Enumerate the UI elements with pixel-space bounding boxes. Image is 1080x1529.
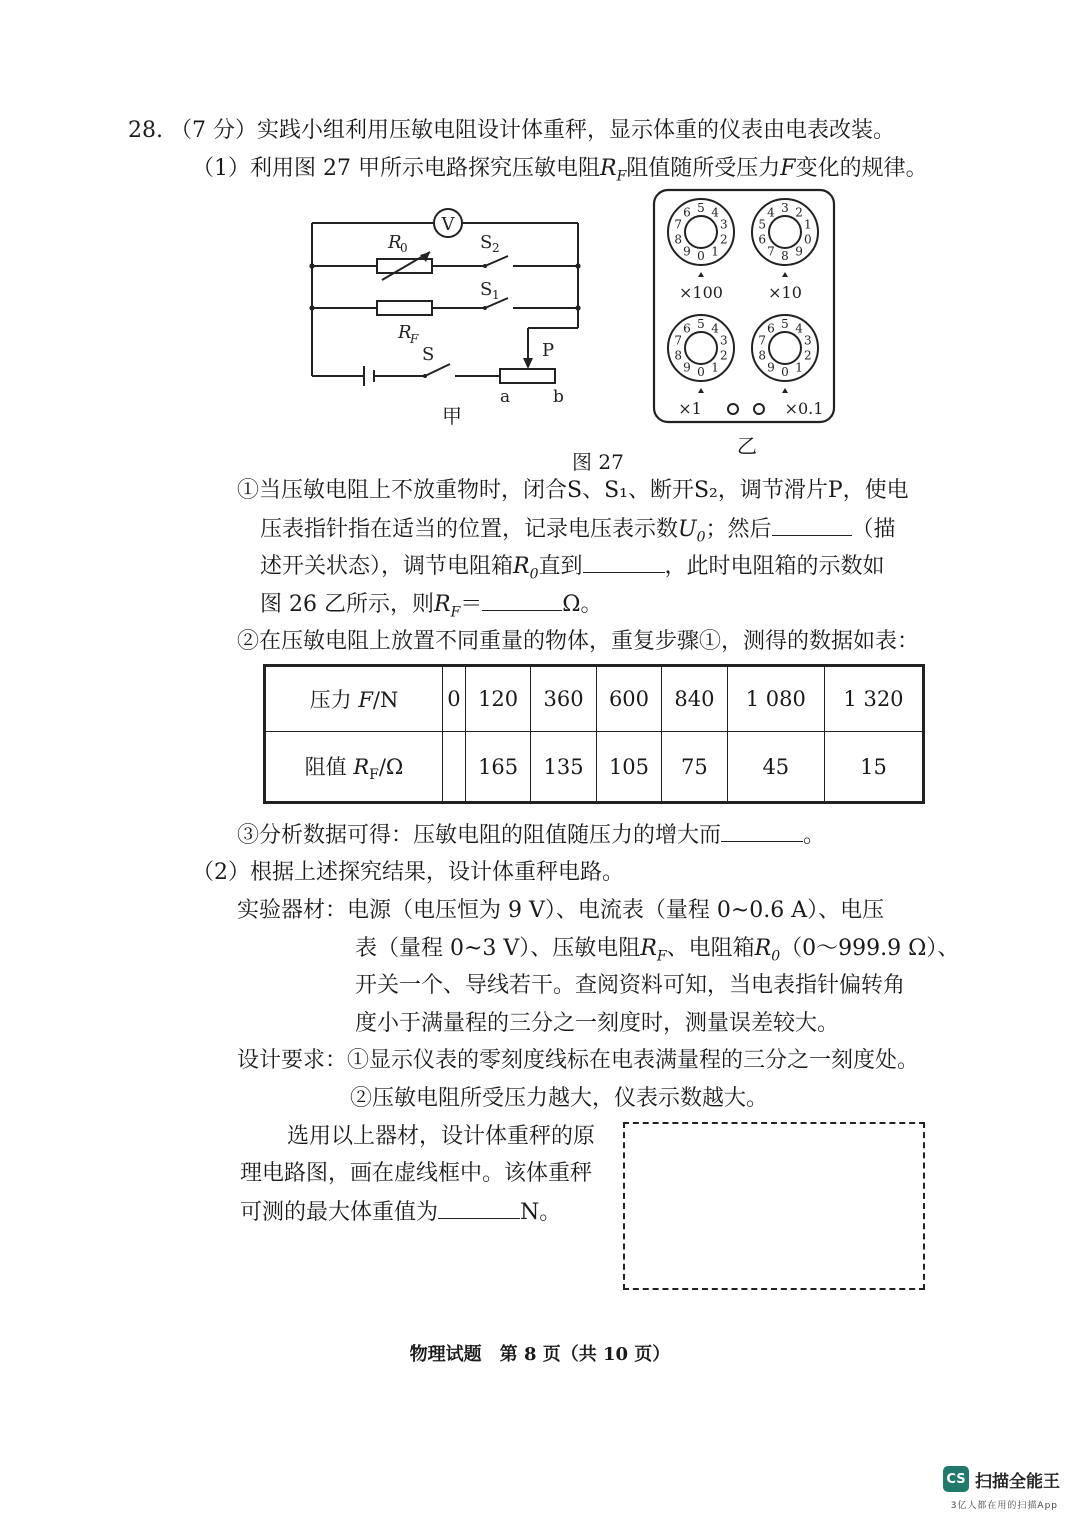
table-head-force: 压力 F/N — [265, 666, 443, 732]
u0-symbol: $U_0$ — [678, 517, 706, 546]
dial-digit: 6 — [758, 232, 767, 247]
rf-symbol: $R_F$ — [599, 156, 627, 185]
rf-symbol: $R_F$ — [433, 592, 461, 621]
dial-digit: 3 — [803, 333, 812, 348]
table-cell: 120 — [465, 666, 530, 732]
voltmeter-label: V — [441, 214, 455, 235]
dial-digit: 3 — [781, 201, 789, 215]
dial-multiplier-label: ×100 — [679, 283, 723, 302]
rf-resistor — [377, 301, 432, 315]
dial-digit: 2 — [795, 205, 803, 220]
slider-arrow-icon — [523, 358, 533, 369]
step1-line4-a: 图 26 乙所示，则 — [260, 592, 434, 617]
dial-digit: 6 — [683, 205, 691, 220]
f-symbol: F — [780, 156, 796, 181]
equip-line4: 度小于满量程的三分之一刻度时，测量误差较大。 — [355, 1011, 840, 1036]
fig-jia-label: 甲 — [442, 404, 462, 428]
table-cell: 45 — [727, 732, 824, 803]
step3-line — [237, 819, 825, 851]
answer-blank[interactable] — [721, 819, 803, 842]
table-cell: 1 320 — [824, 666, 923, 732]
table-cell — [443, 732, 466, 803]
dial-digit: 4 — [711, 321, 719, 336]
table-cell: 600 — [596, 666, 661, 732]
dial-digit: 5 — [781, 317, 789, 331]
step1-line4-c: Ω。 — [562, 592, 603, 617]
task-line3-a: 可测的最大体重值为 — [240, 1200, 439, 1225]
dial-digit: 0 — [697, 249, 705, 263]
dial-digit: 4 — [795, 321, 803, 336]
table-head-resistance: 阻值 $R_F/\Omega$ — [265, 732, 443, 803]
question-number: 28. — [128, 118, 163, 143]
step3-b: 。 — [803, 823, 826, 848]
answer-blank[interactable] — [583, 550, 665, 573]
dial-digit: 1 — [795, 360, 803, 375]
a-label: a — [500, 387, 511, 407]
part1-heading — [192, 154, 928, 191]
rf-symbol: $R_F$ — [640, 936, 667, 965]
step1-line3-a: 述开关状态），调节电阻箱 — [260, 554, 514, 579]
logo-tagline: 3亿人都在用的扫描App — [950, 1501, 1058, 1511]
dial-digit: 4 — [767, 205, 775, 220]
dial-digit: 9 — [683, 360, 691, 375]
equip-line3: 开关一个、导线若干。查阅资料可知，当电表指针偏转角 — [355, 973, 906, 998]
table-cell: 840 — [662, 666, 727, 732]
cs-logo-icon: CS — [943, 1466, 969, 1492]
dial-digit: 9 — [767, 360, 775, 375]
equip-line2-c: （0～999.9 Ω）、 — [780, 936, 960, 961]
dial-multiplier-label: ×1 — [678, 399, 702, 418]
table-cell: 105 — [596, 732, 661, 803]
dial-digit: 5 — [697, 201, 705, 215]
table-cell: 135 — [531, 732, 596, 803]
step1-line2-a: 压表指针指在适当的位置，记录电压表示数 — [260, 517, 679, 542]
equip-line1: 实验器材：电源（电压恒为 9 V）、电流表（量程 0~0.6 A）、电压 — [237, 898, 885, 923]
drawing-area[interactable] — [623, 1122, 925, 1290]
dial-digit: 1 — [711, 244, 719, 259]
dial-digit: 8 — [674, 232, 683, 247]
task-line1: 选用以上器材，设计体重秤的原 — [287, 1124, 596, 1149]
step1-line4-b: ＝ — [460, 592, 483, 617]
answer-blank[interactable] — [482, 588, 562, 611]
table-cell: 165 — [465, 732, 530, 803]
s2-label: S — [480, 232, 493, 253]
step1-line3-b: 直到 — [538, 554, 583, 579]
dial-digit: 7 — [758, 333, 767, 348]
r0-label: R — [388, 232, 402, 253]
part1-mid: 阻值随所受压力 — [626, 156, 781, 181]
rf-label: R — [398, 322, 412, 343]
dial-digit: 0 — [781, 365, 789, 379]
r0-symbol: $R_0$ — [513, 554, 539, 583]
dial-digit: 8 — [674, 348, 683, 363]
task-line2: 理电路图，画在虚线框中。该体重秤 — [240, 1161, 593, 1186]
dial-multiplier-label: ×0.1 — [784, 399, 824, 418]
step2-line: ②在压敏电阻上放置不同重量的物体，重复步骤①，测得的数据如表： — [237, 629, 920, 654]
table-cell: 360 — [531, 666, 596, 732]
answer-blank[interactable] — [438, 1196, 520, 1219]
terminal-icon — [754, 404, 764, 414]
step1-line2-b: ；然后 — [705, 517, 772, 542]
equip-line2-b: 、电阻箱 — [666, 936, 755, 961]
table-row — [265, 666, 924, 732]
logo-name: 扫描全能王 — [975, 1471, 1060, 1492]
dial-digit: 0 — [803, 232, 812, 247]
terminal-icon — [728, 404, 738, 414]
s1-label: S — [480, 279, 493, 300]
rheostat — [500, 369, 555, 383]
table-row — [265, 732, 924, 803]
part1-suffix: 变化的规律。 — [795, 156, 928, 181]
dial-digit: 9 — [683, 244, 691, 259]
dial-digit: 4 — [711, 205, 719, 220]
p-label: P — [542, 340, 555, 361]
dial-digit: 1 — [803, 217, 812, 232]
dial-digit: 5 — [697, 317, 705, 331]
question-line-intro — [128, 116, 895, 146]
dial-digit: 7 — [674, 333, 683, 348]
step1-line4 — [260, 588, 603, 627]
s2-label-sub: 2 — [492, 241, 500, 255]
rf-label-sub: F — [410, 332, 419, 346]
dial-digit: 3 — [719, 333, 728, 348]
dial-digit: 8 — [781, 249, 789, 263]
dial-digit: 2 — [719, 348, 728, 363]
data-table — [263, 664, 925, 804]
s-label: S — [422, 344, 435, 365]
r0-label-sub: 0 — [400, 241, 408, 255]
answer-blank[interactable] — [772, 513, 852, 536]
part2-title: （2）根据上述探究结果，设计体重秤电路。 — [192, 860, 624, 885]
step1-line2-c: （描 — [851, 517, 896, 542]
resistance-box — [652, 188, 836, 426]
dial-digit: 0 — [697, 365, 705, 379]
b-label: b — [553, 387, 564, 407]
task-line3 — [240, 1196, 561, 1228]
step1-line2 — [260, 513, 896, 552]
scanner-logo — [943, 1466, 1060, 1492]
dial-digit: 6 — [767, 321, 775, 336]
dial-digit: 8 — [758, 348, 767, 363]
dial-digit: 5 — [758, 217, 767, 232]
table-cell: 0 — [443, 666, 466, 732]
circuit-diagram — [300, 198, 590, 428]
dial-digit: 7 — [767, 244, 775, 259]
figure-caption: 图 27 — [572, 450, 624, 474]
page-footer: 物理试题 第 8 页（共 10 页） — [409, 1344, 671, 1365]
table-cell: 1 080 — [727, 666, 824, 732]
req-line2: ②压敏电阻所受压力越大，仪表示数越大。 — [350, 1086, 769, 1111]
equip-line2 — [355, 934, 959, 971]
dial-digit: 6 — [683, 321, 691, 336]
task-line3-b: N。 — [520, 1200, 562, 1225]
step1-line3 — [260, 550, 885, 589]
dial-digit: 2 — [803, 348, 812, 363]
part1-prefix: （1）利用图 27 甲所示电路探究压敏电阻 — [192, 156, 600, 181]
step1-line3-c: ，此时电阻箱的示数如 — [664, 554, 885, 579]
dial-multiplier-label: ×10 — [768, 283, 802, 302]
fig-yi-label: 乙 — [737, 434, 757, 458]
equip-line2-a: 表（量程 0~3 V）、压敏电阻 — [355, 936, 641, 961]
table-cell: 75 — [662, 732, 727, 803]
dial-digit: 7 — [674, 217, 683, 232]
step1-line1: ①当压敏电阻上不放重物时，闭合S、S₁、断开S₂，调节滑片P，使电 — [237, 478, 909, 503]
step3-a: ③分析数据可得：压敏电阻的阻值随压力的增大而 — [237, 823, 722, 848]
question-intro: （7 分）实践小组利用压敏电阻设计体重秤，显示体重的仪表由电表改装。 — [170, 118, 895, 143]
dial-digit: 9 — [795, 244, 803, 259]
dial-digit: 3 — [719, 217, 728, 232]
dial-digit: 1 — [711, 360, 719, 375]
req-line1: 设计要求：①显示仪表的零刻度线标在电表满量程的三分之一刻度处。 — [237, 1048, 920, 1073]
s1-label-sub: 1 — [492, 288, 500, 302]
r0-symbol: $R_0$ — [754, 936, 781, 965]
table-cell: 15 — [824, 732, 923, 803]
dial-digit: 2 — [719, 232, 728, 247]
